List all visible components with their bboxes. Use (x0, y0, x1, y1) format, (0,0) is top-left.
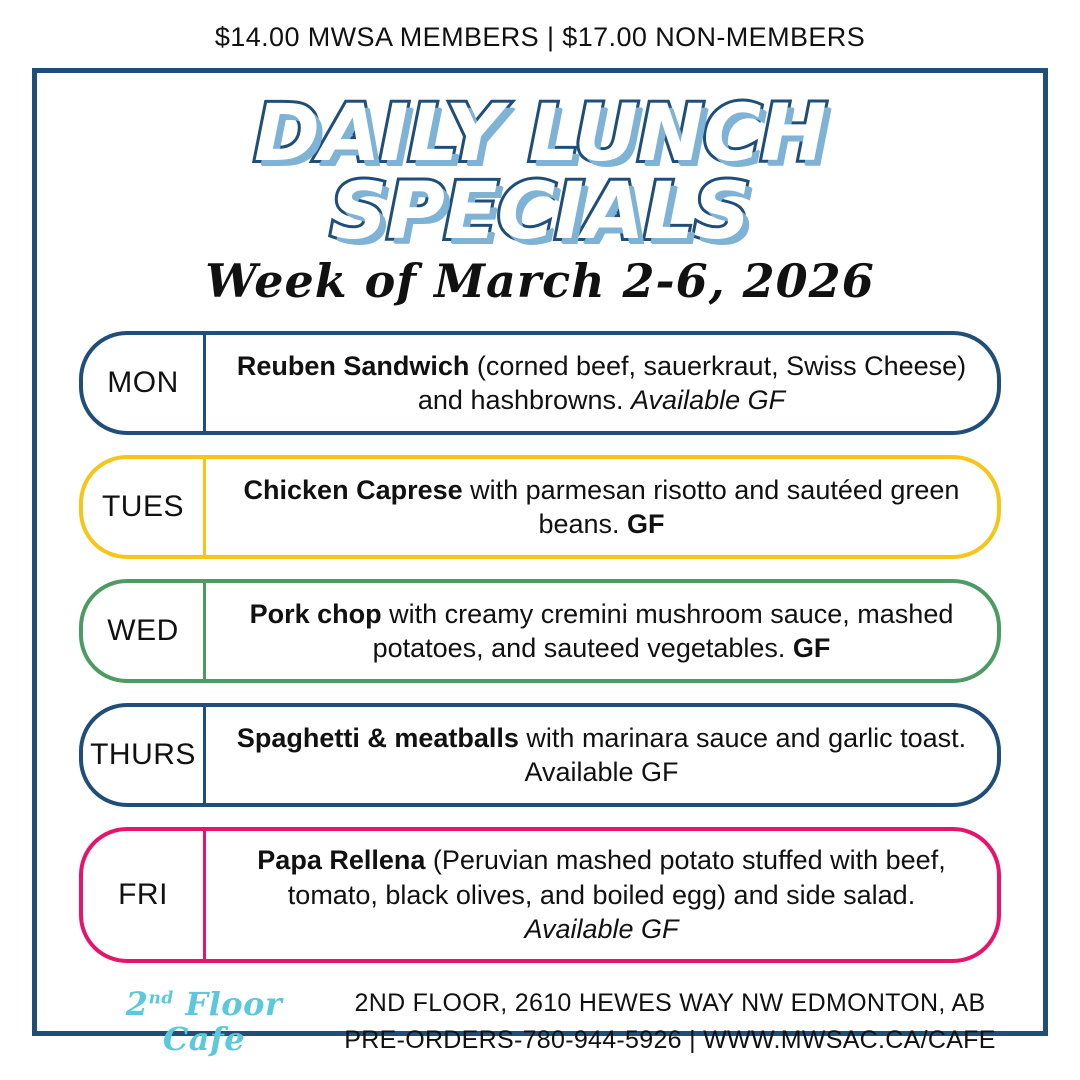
poster-frame (32, 68, 1048, 1059)
dish-name: Papa Rellena (257, 845, 426, 876)
dish-note: Available GF (524, 914, 679, 945)
dish-detail: with marinara sauce and garlic toast. Available GF (518, 722, 967, 788)
special-description (206, 583, 997, 679)
dish-tag: GF (792, 633, 831, 664)
footer (79, 985, 1001, 1060)
dish-detail: (corned beef, sauerkraut, Swiss Cheese) and hashbrowns. (417, 350, 967, 416)
pricing-text: $14.00 MWSA MEMBERS | $17.00 NON-MEMBERS (214, 21, 866, 52)
day-label: THURS (83, 707, 206, 803)
day-label: TUES (83, 459, 206, 555)
special-description (206, 707, 997, 803)
list-item (79, 455, 1001, 559)
logo-prefix: 2 (125, 985, 149, 1024)
cafe-logo (79, 987, 329, 1057)
dish-tag: GF (627, 509, 665, 540)
dish-name: Pork chop (249, 598, 382, 629)
dish-name: Reuben Sandwich (236, 350, 470, 381)
dish-note: Available GF (631, 385, 786, 416)
day-label: MON (83, 335, 206, 431)
dish-name: Spaghetti & meatballs (236, 722, 519, 753)
day-label: WED (83, 583, 206, 679)
contact-text[interactable]: PRE-ORDERS-780-944-5926 | WWW.MWSAC.CA/CAFE (344, 1026, 996, 1055)
contact-block (339, 985, 1001, 1060)
dish-detail: with creamy cremini mushroom sauce, mashed potatoes, and sauteed vegetables. (372, 598, 954, 664)
pricing-banner (0, 0, 1080, 68)
page-title: DAILY LUNCH SPECIALS (253, 89, 827, 257)
list-item (79, 703, 1001, 807)
list-item (79, 579, 1001, 683)
dish-detail: (Peruvian mashed potato stuffed with beef, tomato, black olives, and boiled egg) and side salad. (287, 845, 946, 910)
address-text: 2ND FLOOR, 2610 HEWES WAY NW EDMONTON, AB (354, 988, 986, 1017)
dish-name: Chicken Caprese (243, 474, 463, 505)
special-description (206, 459, 997, 555)
special-description (206, 335, 997, 431)
logo-superscript: nd (148, 988, 174, 1009)
title-block (79, 89, 1001, 308)
specials-list (79, 331, 1001, 963)
week-subtitle: Week of March 2-6, 2026 (205, 254, 875, 308)
day-label: FRI (83, 831, 206, 959)
special-description (206, 831, 997, 959)
list-item (79, 331, 1001, 435)
list-item (79, 827, 1001, 963)
logo-suffix: Floor Cafe (162, 985, 283, 1059)
dish-detail: with parmesan risotto and sautéed green beans. (462, 474, 960, 540)
